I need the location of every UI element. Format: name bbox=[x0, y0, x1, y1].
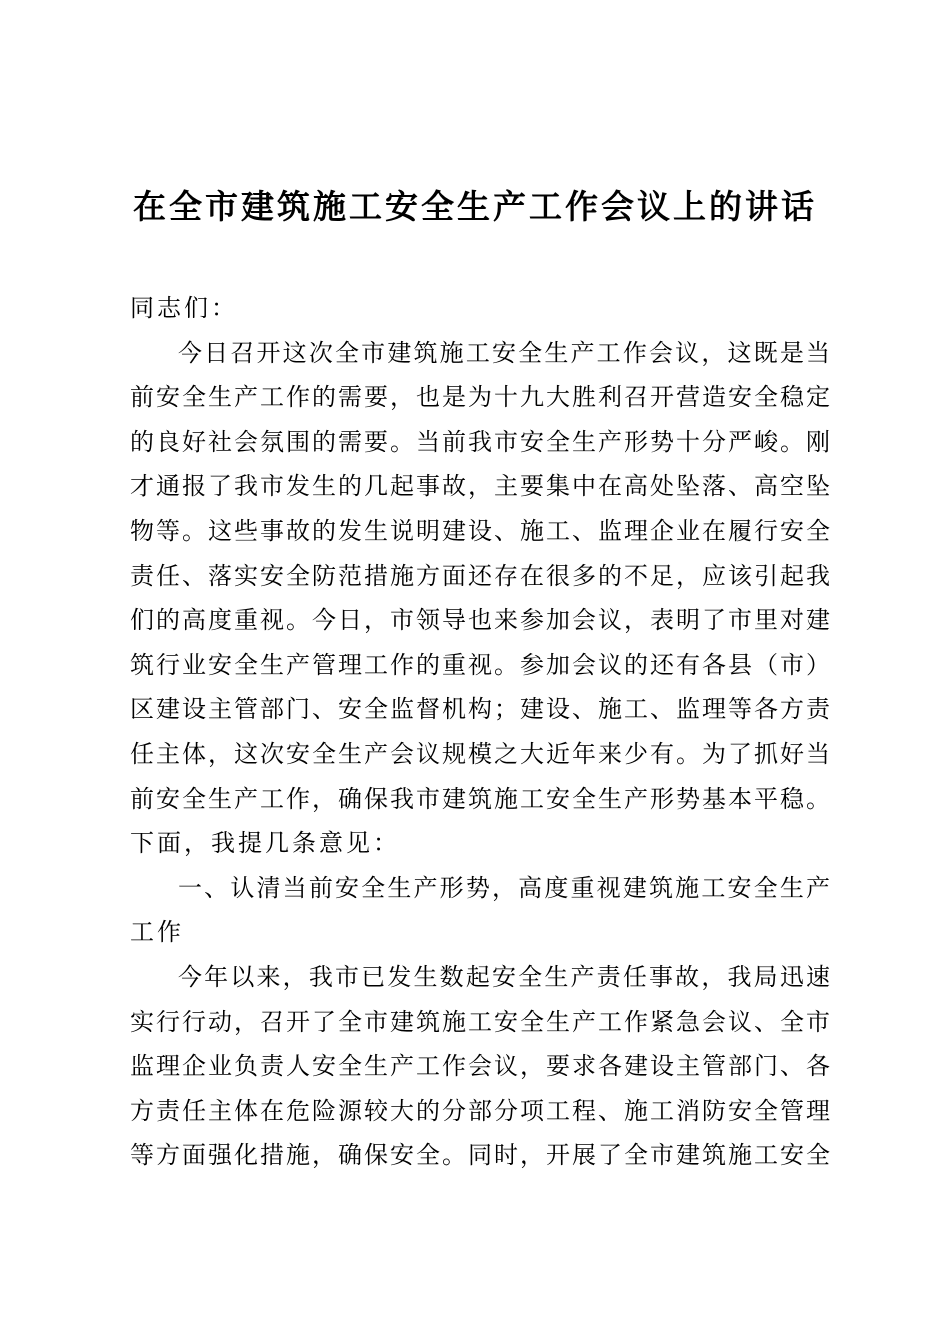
paragraph-line: 前安全生产工作，确保我市建筑施工安全生产形势基本平稳。 bbox=[130, 784, 830, 813]
paragraph-line: 才通报了我市发生的几起事故，主要集中在高处坠落、高空坠 bbox=[130, 472, 830, 501]
paragraph-line: 们的高度重视。今日，市领导也来参加会议，表明了市里对建 bbox=[130, 606, 830, 635]
paragraph-line: 等方面强化措施，确保安全。同时，开展了全市建筑施工安全 bbox=[130, 1141, 830, 1170]
paragraph-line: 实行行动，召开了全市建筑施工安全生产工作紧急会议、全市 bbox=[130, 1007, 830, 1036]
paragraph-line: 筑行业安全生产管理工作的重视。参加会议的还有各县（市） bbox=[130, 650, 830, 679]
document-body bbox=[130, 286, 830, 1178]
paragraph-line: 的良好社会氛围的需要。当前我市安全生产形势十分严峻。刚 bbox=[130, 427, 830, 456]
paragraph-line: 区建设主管部门、安全监督机构；建设、施工、监理等各方责 bbox=[130, 695, 830, 724]
paragraph-line: 物等。这些事故的发生说明建设、施工、监理企业在履行安全 bbox=[130, 516, 830, 545]
paragraph-line: 前安全生产工作的需要，也是为十九大胜利召开营造安全稳定 bbox=[130, 383, 830, 412]
document-title: 在全市建筑施工安全生产工作会议上的讲话 bbox=[133, 187, 817, 226]
paragraph-line: 方责任主体在危险源较大的分部分项工程、施工消防安全管理 bbox=[130, 1096, 830, 1125]
paragraph-line: 监理企业负责人安全生产工作会议，要求各建设主管部门、各 bbox=[130, 1052, 830, 1081]
section-heading-line: 工作 bbox=[130, 918, 184, 947]
paragraph-line: 任主体，这次安全生产会议规模之大近年来少有。为了抓好当 bbox=[130, 739, 830, 768]
paragraph-line: 今年以来，我市已发生数起安全生产责任事故，我局迅速 bbox=[178, 962, 830, 991]
salutation-line: 同志们： bbox=[130, 294, 238, 322]
paragraph-line: 今日召开这次全市建筑施工安全生产工作会议，这既是当 bbox=[178, 338, 830, 367]
paragraph-line: 责任、落实安全防范措施方面还存在很多的不足，应该引起我 bbox=[130, 561, 830, 590]
paragraph-line: 下面，我提几条意见： bbox=[130, 829, 400, 858]
section-heading-line: 一、认清当前安全生产形势，高度重视建筑施工安全生产 bbox=[178, 873, 830, 902]
